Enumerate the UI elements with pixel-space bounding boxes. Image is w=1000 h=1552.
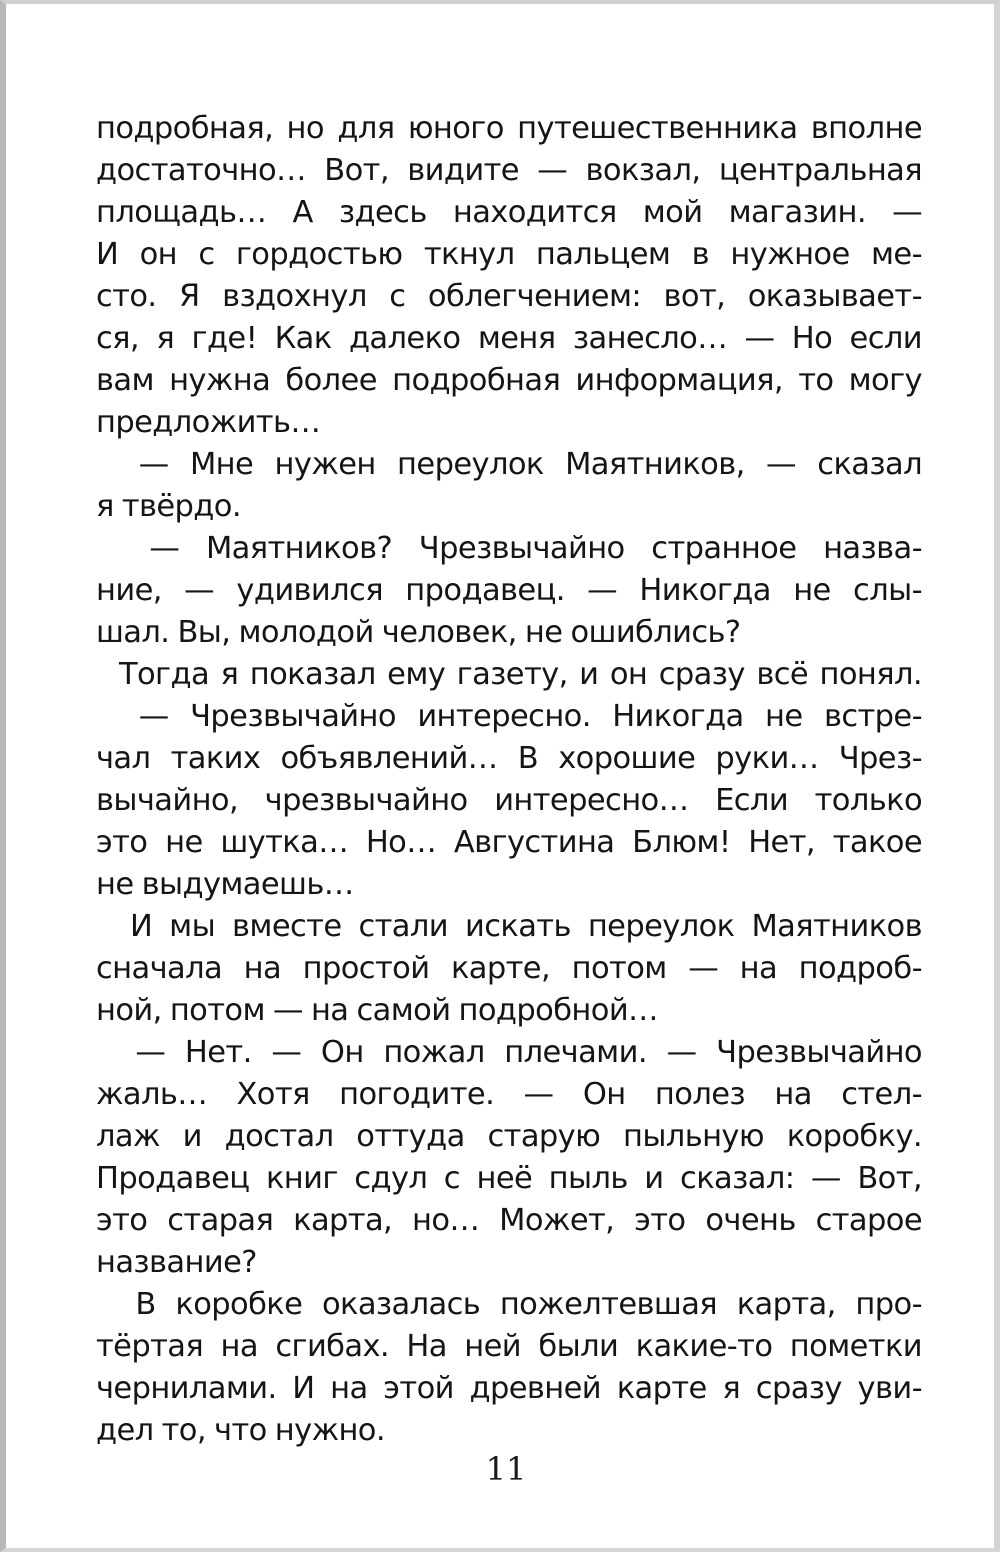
text-line: площадь… А здесь находится мой магазин. — xyxy=(96,195,922,230)
text-line: сто. Я вздохнул с облегчением: вот, оказывает- xyxy=(96,279,922,314)
text-line: ной, потом — на самой подробной… xyxy=(96,993,658,1028)
text-line: Продавец книг сдул с неё пыль и сказал: — Вот, xyxy=(96,1161,922,1196)
text-line: ние, — удивился продавец. — Никогда не слы- xyxy=(96,573,922,608)
page-number: 11 xyxy=(485,1450,527,1488)
text-line: это не шутка… Но… Августина Блюм! Нет, такое xyxy=(96,825,922,860)
text-line: это старая карта, но… Может, это очень старое xyxy=(96,1203,922,1238)
text-line: — Мне нужен переулок Маятников, — сказал xyxy=(96,447,922,482)
text-line: лаж и достал оттуда старую пыльную коробку. xyxy=(96,1119,922,1154)
text-line: чал таких объявлений… В хорошие руки… Чрез- xyxy=(96,741,922,776)
text-line: — Чрезвычайно интересно. Никогда не встре- xyxy=(96,699,922,734)
body-text xyxy=(96,108,922,1452)
text-line: Тогда я показал ему газету, и он сразу всё понял. xyxy=(96,657,922,692)
text-line: И он с гордостью ткнул пальцем в нужное ме- xyxy=(96,237,922,272)
text-line: И мы вместе стали искать переулок Маятников xyxy=(96,909,922,944)
text-line: подробная, но для юного путешественника вполне xyxy=(96,111,922,146)
text-line: чернилами. И на этой древней карте я сразу уви- xyxy=(96,1371,922,1406)
text-line: шал. Вы, молодой человек, не ошиблись? xyxy=(96,615,741,650)
text-line: не выдумаешь… xyxy=(96,867,354,902)
text-line: сначала на простой карте, потом — на подроб- xyxy=(96,951,922,986)
text-line: достаточно… Вот, видите — вокзал, центральная xyxy=(96,153,922,188)
text-line: дел то, что нужно. xyxy=(96,1413,385,1448)
text-line: В коробке оказалась пожелтевшая карта, про- xyxy=(96,1287,922,1322)
text-line: предложить… xyxy=(96,405,321,440)
text-line: жаль… Хотя погодите. — Он полез на стел- xyxy=(96,1077,922,1112)
text-line: название? xyxy=(96,1245,257,1280)
text-line: я твёрдо. xyxy=(96,489,241,524)
text-line: вам нужна более подробная информация, то могу xyxy=(96,363,922,398)
text-line: — Нет. — Он пожал плечами. — Чрезвычайно xyxy=(96,1035,922,1070)
text-line: тёртая на сгибах. На ней были какие-то пометки xyxy=(96,1329,922,1364)
text-line: — Маятников? Чрезвычайно странное назва- xyxy=(96,531,922,566)
text-line: вычайно, чрезвычайно интересно… Если только xyxy=(96,783,922,818)
text-line: ся, я где! Как далеко меня занесло… — Но если xyxy=(96,321,922,356)
